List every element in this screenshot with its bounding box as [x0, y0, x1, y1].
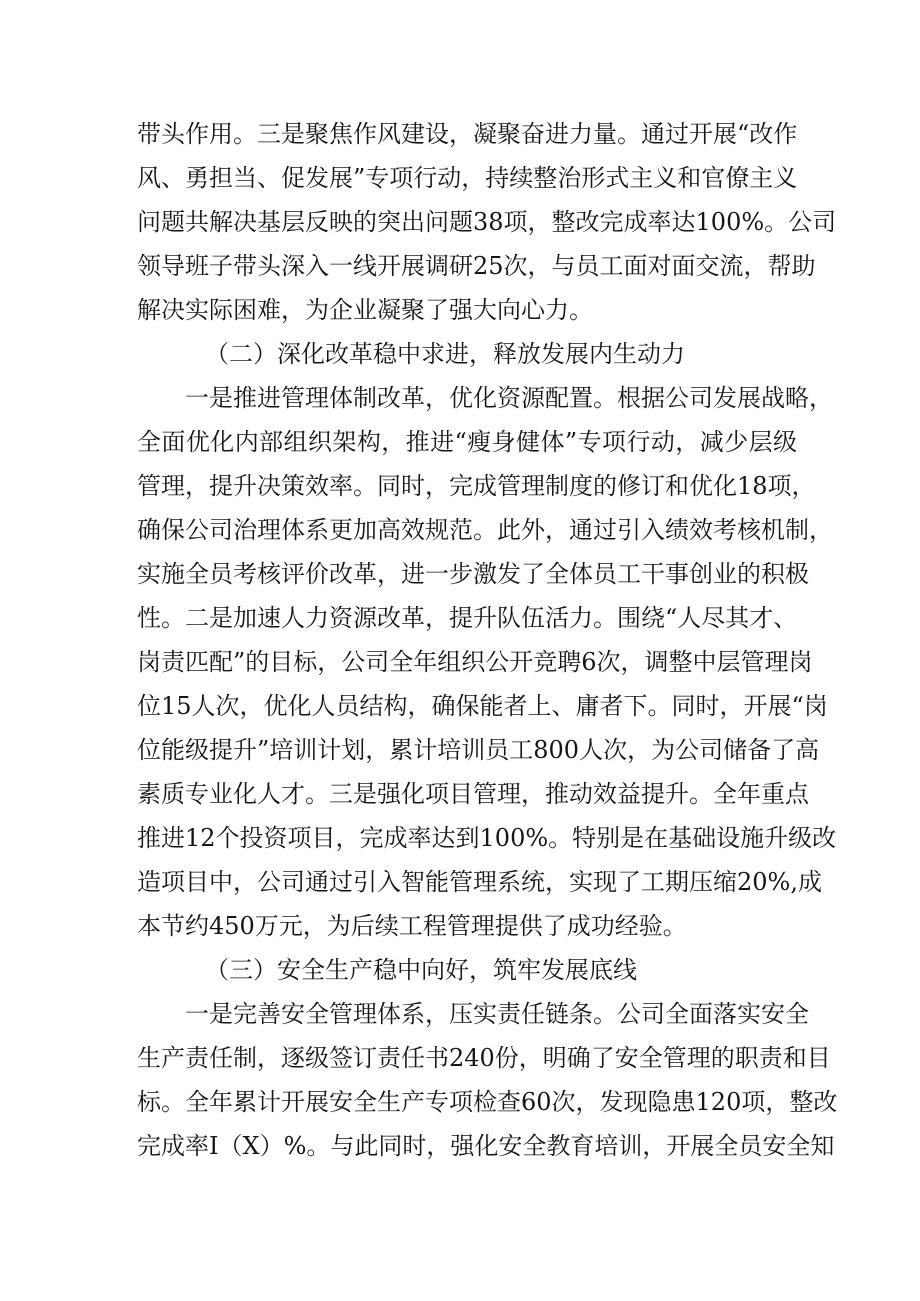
- paragraph-line: 位15人次，优化人员结构，确保能者上、庸者下。同时，开展“岗: [137, 692, 828, 720]
- paragraph-line: 性。二是加速人力资源改革，提升队伍活力。围绕“人尽其才、: [137, 604, 798, 632]
- paragraph-line: 位能级提升”培训计划，累计培训员工800人次，为公司储备了高: [137, 736, 820, 764]
- paragraph-line: 一是推进管理体制改革，优化资源配置。根据公司发展战略，: [185, 384, 833, 412]
- paragraph-line: 岗责匹配”的目标，公司全年组织公开竞聘6次，调整中层管理岗: [137, 648, 813, 676]
- paragraph-line: 标。全年累计开展安全生产专项检查60次，发现隐患120项，整改: [137, 1088, 838, 1116]
- paragraph-line: 生产责任制，逐级签订责任书240份，明确了安全管理的职责和目: [137, 1044, 831, 1072]
- paragraph-line: 一是完善安全管理体系，压实责任链条。公司全面落实安全: [185, 1000, 809, 1028]
- paragraph-line: 本节约450万元，为后续工程管理提供了成功经验。: [137, 912, 687, 940]
- paragraph-line: 管理，提升决策效率。同时，完成管理制度的修订和优化18项，: [137, 472, 816, 500]
- paragraph-line: 带头作用。三是聚焦作风建设，凝聚奋进力量。通过开展“改作: [137, 120, 798, 148]
- paragraph-line: 实施全员考核评价改革，进一步激发了全体员工干事创业的积极: [137, 560, 809, 588]
- paragraph-line: 素质专业化人才。三是强化项目管理，推动效益提升。全年重点: [137, 780, 809, 808]
- paragraph-line: 解决实际困难，为企业凝聚了强大向心力。: [137, 296, 593, 324]
- paragraph-line: 全面优化内部组织架构，推进“瘦身健体”专项行动，减少层级: [137, 428, 797, 456]
- section-heading: （三）安全生产稳中向好，筑牢发展底线: [205, 956, 637, 984]
- section-heading: （二）深化改革稳中求进，释放发展内生动力: [205, 340, 685, 368]
- paragraph-line: 问题共解决基层反映的突出问题38项，整改完成率达100%。公司: [137, 208, 837, 236]
- paragraph-line: 完成率I（X）%。与此同时，强化安全教育培训，开展全员安全知: [137, 1132, 835, 1160]
- paragraph-line: 造项目中，公司通过引入智能管理系统，实现了工期压缩20%,成: [137, 868, 822, 896]
- document-body: [137, 112, 838, 1168]
- paragraph-line: 风、勇担当、促发展”专项行动，持续整治形式主义和官僚主义: [137, 164, 798, 192]
- paragraph-line: 确保公司治理体系更加高效规范。此外，通过引入绩效考核机制，: [137, 516, 833, 544]
- paragraph-line: 推进12个投资项目，完成率达到100%。特别是在基础设施升级改: [137, 824, 837, 852]
- paragraph-line: 领导班子带头深入一线开展调研25次，与员工面对面交流，帮助: [137, 252, 816, 280]
